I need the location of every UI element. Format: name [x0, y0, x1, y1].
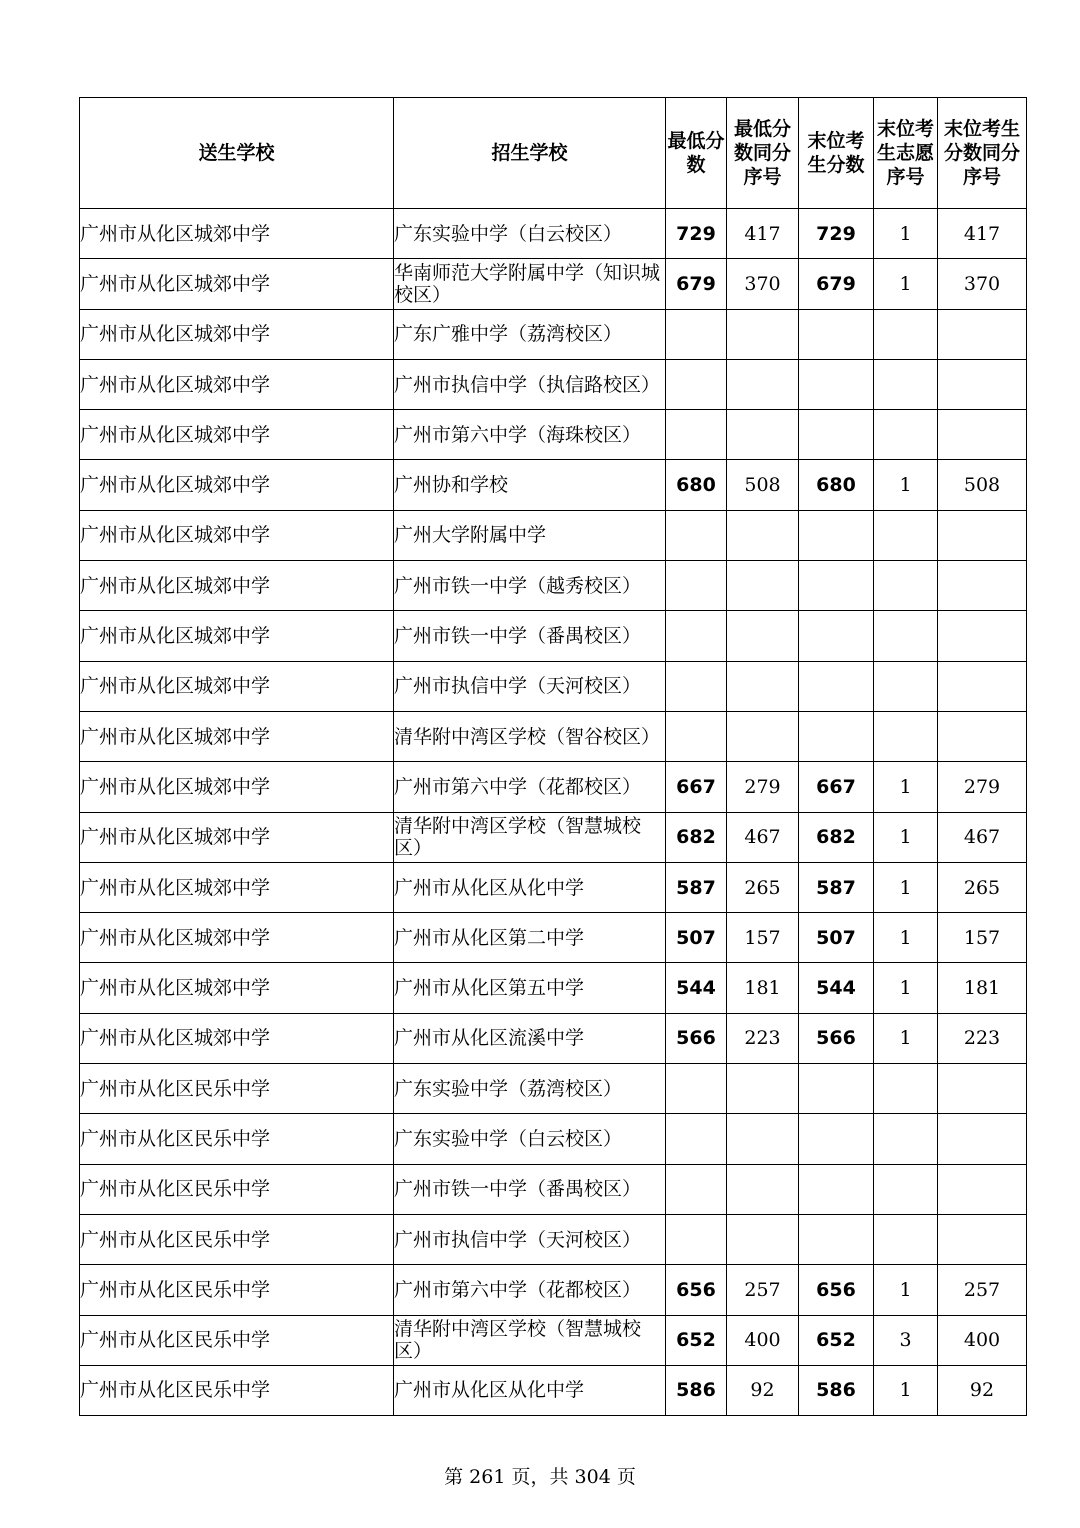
header-last-choice-no: 末位考生志愿序号	[874, 98, 938, 209]
cell-last-score	[799, 711, 874, 761]
cell-send-school: 广州市从化区民乐中学	[80, 1114, 394, 1164]
cell-recruit-school: 广州市从化区第五中学	[394, 963, 666, 1013]
table-row	[80, 259, 1027, 309]
table-row	[80, 762, 1027, 812]
cell-send-school: 广州市从化区城郊中学	[80, 611, 394, 661]
cell-last-choice-no	[874, 359, 938, 409]
table-row	[80, 510, 1027, 560]
cell-last-rank	[938, 711, 1027, 761]
cell-last-score: 667	[799, 762, 874, 812]
cell-last-choice-no: 1	[874, 259, 938, 309]
cell-min-score	[666, 661, 727, 711]
cell-last-rank: 257	[938, 1265, 1027, 1315]
table-row	[80, 1365, 1027, 1415]
cell-last-choice-no: 1	[874, 913, 938, 963]
cell-last-choice-no: 1	[874, 1013, 938, 1063]
cell-last-choice-no: 3	[874, 1315, 938, 1365]
cell-min-score: 682	[666, 812, 727, 862]
cell-recruit-school: 广东实验中学（白云校区）	[394, 209, 666, 259]
cell-last-score: 507	[799, 913, 874, 963]
cell-recruit-school: 广州市从化区第二中学	[394, 913, 666, 963]
cell-min-score	[666, 410, 727, 460]
cell-min-score: 566	[666, 1013, 727, 1063]
cell-min-score-rank	[727, 510, 799, 560]
cell-min-score-rank: 92	[727, 1365, 799, 1415]
table-row	[80, 862, 1027, 912]
cell-min-score-rank	[727, 711, 799, 761]
cell-min-score	[666, 711, 727, 761]
cell-send-school: 广州市从化区民乐中学	[80, 1164, 394, 1214]
cell-recruit-school: 广州协和学校	[394, 460, 666, 510]
cell-last-choice-no: 1	[874, 963, 938, 1013]
table-row	[80, 1164, 1027, 1214]
cell-min-score: 656	[666, 1265, 727, 1315]
cell-last-choice-no: 1	[874, 762, 938, 812]
cell-last-rank: 223	[938, 1013, 1027, 1063]
table-row	[80, 460, 1027, 510]
cell-min-score	[666, 1164, 727, 1214]
cell-send-school: 广州市从化区城郊中学	[80, 410, 394, 460]
cell-min-score: 652	[666, 1315, 727, 1365]
cell-last-choice-no	[874, 309, 938, 359]
cell-min-score-rank: 400	[727, 1315, 799, 1365]
table-row	[80, 209, 1027, 259]
cell-min-score	[666, 1114, 727, 1164]
cell-last-choice-no: 1	[874, 812, 938, 862]
cell-send-school: 广州市从化区城郊中学	[80, 359, 394, 409]
cell-last-score: 729	[799, 209, 874, 259]
cell-min-score	[666, 1064, 727, 1114]
cell-recruit-school: 广州市铁一中学（越秀校区）	[394, 561, 666, 611]
cell-min-score-rank	[727, 1064, 799, 1114]
cell-send-school: 广州市从化区城郊中学	[80, 510, 394, 560]
table-row	[80, 1013, 1027, 1063]
cell-last-rank	[938, 661, 1027, 711]
cell-min-score	[666, 510, 727, 560]
table-row	[80, 1064, 1027, 1114]
cell-min-score-rank	[727, 309, 799, 359]
cell-last-score	[799, 1064, 874, 1114]
cell-last-choice-no	[874, 561, 938, 611]
cell-last-choice-no	[874, 661, 938, 711]
cell-send-school: 广州市从化区民乐中学	[80, 1265, 394, 1315]
cell-last-rank	[938, 309, 1027, 359]
header-row	[80, 98, 1027, 209]
cell-min-score	[666, 561, 727, 611]
table-row	[80, 1315, 1027, 1365]
cell-last-choice-no	[874, 1214, 938, 1264]
cell-min-score	[666, 309, 727, 359]
table-row	[80, 359, 1027, 409]
cell-recruit-school: 广州大学附属中学	[394, 510, 666, 560]
cell-last-score	[799, 1114, 874, 1164]
table-row	[80, 812, 1027, 862]
cell-last-choice-no: 1	[874, 1365, 938, 1415]
cell-last-score: 544	[799, 963, 874, 1013]
cell-min-score-rank: 370	[727, 259, 799, 309]
cell-send-school: 广州市从化区民乐中学	[80, 1315, 394, 1365]
cell-min-score: 680	[666, 460, 727, 510]
header-min-score: 最低分数	[666, 98, 727, 209]
cell-last-rank	[938, 1114, 1027, 1164]
table-row	[80, 913, 1027, 963]
cell-min-score-rank: 417	[727, 209, 799, 259]
cell-send-school: 广州市从化区城郊中学	[80, 963, 394, 1013]
table-row	[80, 711, 1027, 761]
cell-last-score: 652	[799, 1315, 874, 1365]
cell-min-score-rank: 265	[727, 862, 799, 912]
page-footer: 第 261 页，共 304 页	[444, 1466, 636, 1488]
cell-recruit-school: 清华附中湾区学校（智慧城校区）	[394, 1315, 666, 1365]
cell-min-score-rank	[727, 661, 799, 711]
cell-last-score: 682	[799, 812, 874, 862]
cell-last-score: 656	[799, 1265, 874, 1315]
cell-last-rank: 279	[938, 762, 1027, 812]
cell-min-score-rank: 157	[727, 913, 799, 963]
cell-send-school: 广州市从化区城郊中学	[80, 762, 394, 812]
cell-send-school: 广州市从化区城郊中学	[80, 309, 394, 359]
header-send-school: 送生学校	[80, 98, 394, 209]
cell-last-score: 586	[799, 1365, 874, 1415]
header-last-rank: 末位考生分数同分序号	[938, 98, 1027, 209]
cell-recruit-school: 广州市第六中学（花都校区）	[394, 762, 666, 812]
cell-min-score	[666, 611, 727, 661]
cell-min-score-rank	[727, 1114, 799, 1164]
cell-min-score-rank	[727, 561, 799, 611]
table-row	[80, 661, 1027, 711]
cell-min-score: 667	[666, 762, 727, 812]
cell-send-school: 广州市从化区城郊中学	[80, 561, 394, 611]
cell-min-score-rank: 181	[727, 963, 799, 1013]
cell-last-rank: 92	[938, 1365, 1027, 1415]
cell-min-score: 679	[666, 259, 727, 309]
table-row	[80, 410, 1027, 460]
cell-last-choice-no	[874, 510, 938, 560]
cell-last-choice-no: 1	[874, 1265, 938, 1315]
cell-last-rank	[938, 561, 1027, 611]
cell-last-rank: 508	[938, 460, 1027, 510]
cell-last-rank	[938, 1064, 1027, 1114]
cell-last-choice-no	[874, 611, 938, 661]
header-min-score-rank: 最低分数同分序号	[727, 98, 799, 209]
cell-last-choice-no	[874, 711, 938, 761]
cell-last-rank: 417	[938, 209, 1027, 259]
header-recruit-school: 招生学校	[394, 98, 666, 209]
cell-last-score: 679	[799, 259, 874, 309]
cell-recruit-school: 广州市铁一中学（番禺校区）	[394, 611, 666, 661]
cell-recruit-school: 广东实验中学（荔湾校区）	[394, 1064, 666, 1114]
cell-send-school: 广州市从化区城郊中学	[80, 862, 394, 912]
cell-last-choice-no: 1	[874, 460, 938, 510]
cell-send-school: 广州市从化区城郊中学	[80, 460, 394, 510]
cell-min-score: 729	[666, 209, 727, 259]
cell-last-rank	[938, 611, 1027, 661]
cell-last-score: 680	[799, 460, 874, 510]
cell-last-choice-no	[874, 1164, 938, 1214]
cell-last-score	[799, 1164, 874, 1214]
cell-recruit-school: 广州市从化区从化中学	[394, 862, 666, 912]
cell-recruit-school: 广州市第六中学（海珠校区）	[394, 410, 666, 460]
cell-last-score: 566	[799, 1013, 874, 1063]
cell-last-rank: 370	[938, 259, 1027, 309]
cell-recruit-school: 广东实验中学（白云校区）	[394, 1114, 666, 1164]
table-row	[80, 561, 1027, 611]
cell-send-school: 广州市从化区民乐中学	[80, 1365, 394, 1415]
cell-last-rank: 400	[938, 1315, 1027, 1365]
cell-last-rank: 157	[938, 913, 1027, 963]
cell-send-school: 广州市从化区城郊中学	[80, 1013, 394, 1063]
cell-min-score-rank: 467	[727, 812, 799, 862]
cell-min-score-rank: 223	[727, 1013, 799, 1063]
cell-recruit-school: 广州市执信中学（天河校区）	[394, 661, 666, 711]
cell-last-rank: 181	[938, 963, 1027, 1013]
cell-min-score-rank	[727, 1214, 799, 1264]
table-row	[80, 1265, 1027, 1315]
cell-send-school: 广州市从化区城郊中学	[80, 259, 394, 309]
cell-min-score: 586	[666, 1365, 727, 1415]
cell-last-score	[799, 611, 874, 661]
cell-min-score-rank: 279	[727, 762, 799, 812]
cell-last-choice-no	[874, 1064, 938, 1114]
cell-min-score: 507	[666, 913, 727, 963]
cell-recruit-school: 广东广雅中学（荔湾校区）	[394, 309, 666, 359]
table-row	[80, 1214, 1027, 1264]
cell-recruit-school: 广州市从化区从化中学	[394, 1365, 666, 1415]
cell-min-score-rank	[727, 359, 799, 409]
cell-last-rank	[938, 1214, 1027, 1264]
table-row	[80, 963, 1027, 1013]
cell-last-rank: 265	[938, 862, 1027, 912]
cell-recruit-school: 广州市从化区流溪中学	[394, 1013, 666, 1063]
cell-recruit-school: 广州市执信中学（天河校区）	[394, 1214, 666, 1264]
cell-recruit-school: 清华附中湾区学校（智慧城校区）	[394, 812, 666, 862]
cell-last-score	[799, 1214, 874, 1264]
admission-table	[79, 97, 1027, 1416]
cell-last-choice-no: 1	[874, 862, 938, 912]
cell-last-score: 587	[799, 862, 874, 912]
cell-min-score-rank	[727, 1164, 799, 1214]
cell-last-score	[799, 359, 874, 409]
cell-recruit-school: 华南师范大学附属中学（知识城校区）	[394, 259, 666, 309]
cell-last-choice-no	[874, 410, 938, 460]
cell-send-school: 广州市从化区城郊中学	[80, 711, 394, 761]
cell-send-school: 广州市从化区民乐中学	[80, 1064, 394, 1114]
cell-min-score: 587	[666, 862, 727, 912]
cell-last-rank	[938, 510, 1027, 560]
cell-last-choice-no	[874, 1114, 938, 1164]
cell-last-choice-no: 1	[874, 209, 938, 259]
table-row	[80, 309, 1027, 359]
cell-last-score	[799, 510, 874, 560]
cell-recruit-school: 广州市铁一中学（番禺校区）	[394, 1164, 666, 1214]
cell-recruit-school: 广州市执信中学（执信路校区）	[394, 359, 666, 409]
cell-last-score	[799, 410, 874, 460]
cell-send-school: 广州市从化区城郊中学	[80, 812, 394, 862]
cell-min-score-rank: 257	[727, 1265, 799, 1315]
cell-recruit-school: 清华附中湾区学校（智谷校区）	[394, 711, 666, 761]
cell-min-score: 544	[666, 963, 727, 1013]
table-row	[80, 611, 1027, 661]
cell-last-rank: 467	[938, 812, 1027, 862]
cell-min-score-rank	[727, 611, 799, 661]
cell-last-score	[799, 561, 874, 611]
cell-min-score-rank	[727, 410, 799, 460]
cell-last-rank	[938, 410, 1027, 460]
cell-send-school: 广州市从化区城郊中学	[80, 913, 394, 963]
table-row	[80, 1114, 1027, 1164]
cell-recruit-school: 广州市第六中学（花都校区）	[394, 1265, 666, 1315]
cell-last-score	[799, 661, 874, 711]
cell-last-score	[799, 309, 874, 359]
cell-min-score	[666, 1214, 727, 1264]
cell-min-score	[666, 359, 727, 409]
cell-send-school: 广州市从化区城郊中学	[80, 661, 394, 711]
header-last-score: 末位考生分数	[799, 98, 874, 209]
cell-min-score-rank: 508	[727, 460, 799, 510]
cell-last-rank	[938, 359, 1027, 409]
cell-last-rank	[938, 1164, 1027, 1214]
cell-send-school: 广州市从化区民乐中学	[80, 1214, 394, 1264]
cell-send-school: 广州市从化区城郊中学	[80, 209, 394, 259]
